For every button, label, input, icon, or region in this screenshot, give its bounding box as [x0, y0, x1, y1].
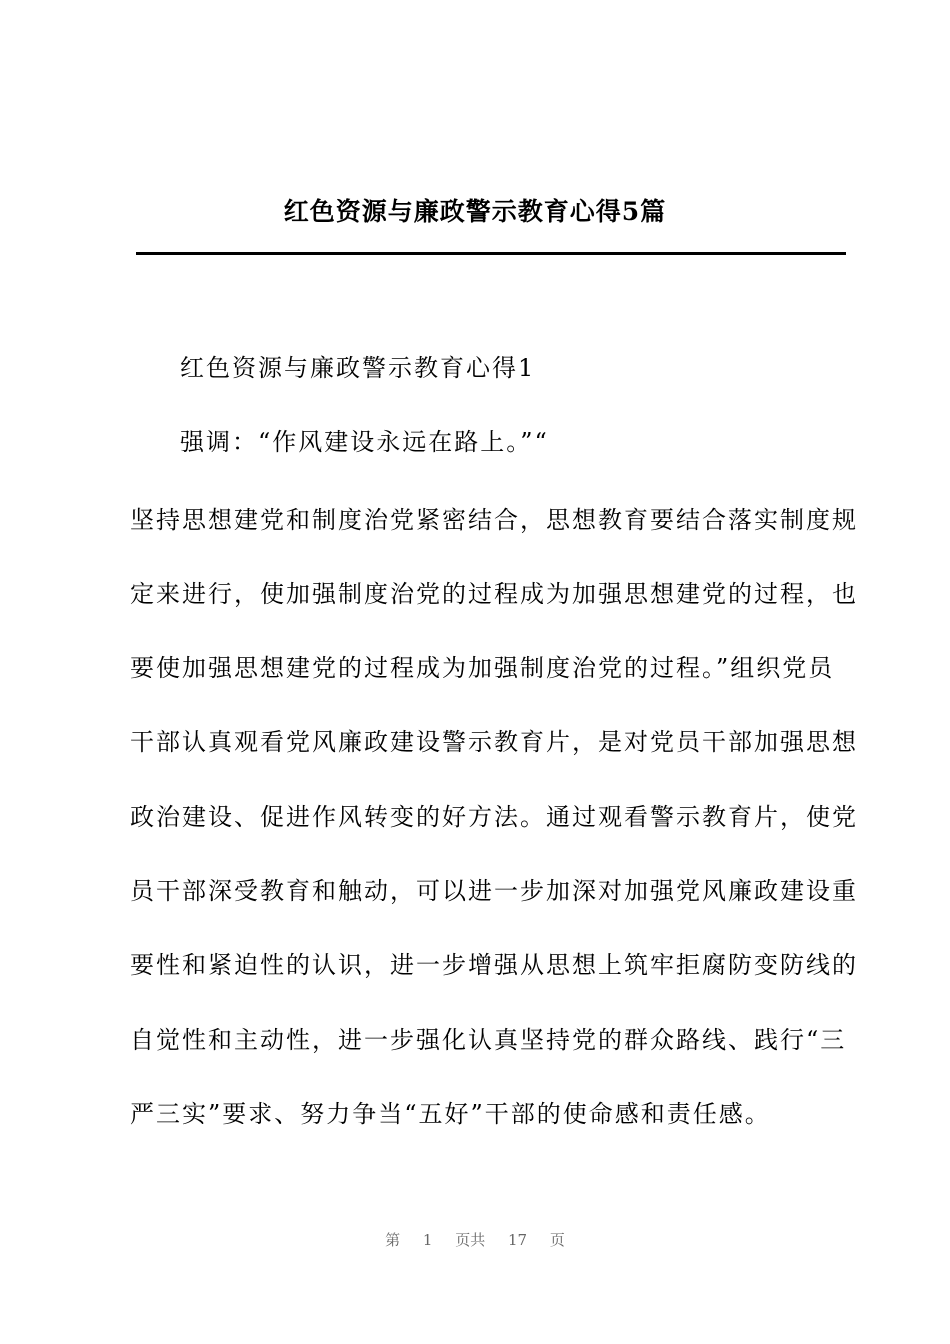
- footer-current-page: 1: [422, 1231, 433, 1249]
- body-line: 要性和紧迫性的认识，进一步增强从思想上筑牢拒腐防变防线的: [130, 951, 858, 979]
- paragraph-first-line: 强调：“作风建设永远在路上。”“: [180, 428, 549, 456]
- footer-total-pages: 17: [508, 1231, 528, 1249]
- body-line: 政治建设、促进作风转变的好方法。通过观看警示教育片，使党: [130, 803, 858, 831]
- body-line: 严三实”要求、努力争当“五好”干部的使命感和责任感。: [130, 1100, 771, 1128]
- body-line: 员干部深受教育和触动，可以进一步加深对加强党风廉政建设重: [130, 877, 858, 905]
- section-heading: 红色资源与廉政警示教育心得1: [180, 354, 536, 382]
- title-underline: [136, 252, 846, 255]
- body-line: 要使加强思想建党的过程成为加强制度治党的过程。”组织党员: [130, 654, 835, 682]
- body-line: 坚持思想建党和制度治党紧密结合，思想教育要结合落实制度规: [130, 506, 858, 534]
- footer-label-page: 第: [385, 1231, 401, 1249]
- page-footer: [0, 1228, 950, 1252]
- body-line: 干部认真观看党风廉政建设警示教育片，是对党员干部加强思想: [130, 728, 858, 756]
- document-title: 红色资源与廉政警示教育心得5篇: [283, 197, 667, 226]
- body-line: 定来进行，使加强制度治党的过程成为加强思想建党的过程，也: [130, 580, 858, 608]
- body-line: 自觉性和主动性，进一步强化认真坚持党的群众路线、践行“三: [130, 1026, 847, 1054]
- footer-label-pages: 页: [549, 1231, 565, 1249]
- footer-label-of: 页共: [455, 1231, 486, 1249]
